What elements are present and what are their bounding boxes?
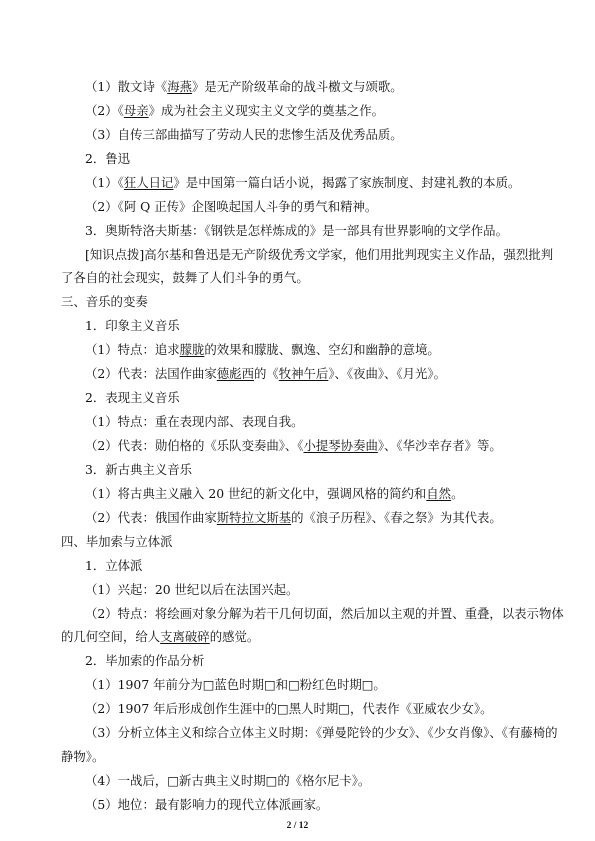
text-line: （1）将古典主义融入 20 世纪的新文化中，强调风格的简约和自然。 bbox=[85, 486, 464, 501]
text-line: （1）散文诗《海燕》是无产阶级革命的战斗檄文与颂歌。 bbox=[85, 79, 403, 94]
subheading: 2．表现主义音乐 bbox=[85, 390, 180, 405]
subheading: 2．鲁迅 bbox=[85, 151, 131, 166]
subheading: 3．奥斯特洛夫斯基：《钢铁是怎样炼成的》是一部具有世界影响的文学作品。 bbox=[85, 223, 508, 238]
text-line: （2）《母亲》成为社会主义现实主义文学的奠基之作。 bbox=[85, 103, 385, 118]
text-line: （2）代表：勋伯格的《乐队变奏曲》、《小提琴协奏曲》、《华沙幸存者》等。 bbox=[85, 438, 502, 453]
text-line: （4）一战后，□新古典主义时期□的《格尔尼卡》。 bbox=[85, 773, 371, 788]
text-line: （1）特点：追求朦胧的效果和朦胧、飘逸、空幻和幽静的意境。 bbox=[85, 342, 440, 357]
text-line: （1）《狂人日记》是中国第一篇白话小说，揭露了家族制度、封建礼教的本质。 bbox=[85, 175, 521, 190]
text-line: （1）兴起：20 世纪以后在法国兴起。 bbox=[85, 582, 299, 597]
text-line: （2）《阿 Q 正传》企图唤起国人斗争的勇气和精神。 bbox=[85, 199, 378, 214]
subheading: 3．新古典主义音乐 bbox=[85, 462, 193, 477]
text-line: （1）1907 年前分为□蓝色时期□和□粉红色时期□。 bbox=[85, 677, 386, 692]
page-number: 2 / 12 bbox=[286, 821, 309, 831]
section-heading: 三、音乐的变奏 bbox=[61, 294, 148, 309]
section-heading: 四、毕加索与立体派 bbox=[61, 534, 173, 549]
text-line: （1）特点：重在表现内部、表现自我。 bbox=[85, 414, 304, 429]
text-line: （3）分析立体主义和综合立体主义时期：《弹曼陀铃的少女》、《少女肖像》、《有藤椅的 bbox=[85, 725, 558, 740]
text-line: （2）代表：法国作曲家德彪西的《牧神午后》、《夜曲》、《月光》。 bbox=[85, 366, 446, 381]
text-line: （3）自传三部曲描写了劳动人民的悲惨生活及优秀品质。 bbox=[85, 127, 403, 142]
subheading: 1．印象主义音乐 bbox=[85, 318, 180, 333]
text-line: （2）特点：将绘画对象分解为若干几何切面，然后加以主观的并置、重叠，以表示物体 bbox=[85, 606, 564, 621]
subheading: 2．毕加索的作品分析 bbox=[85, 653, 205, 668]
knowledge-note: [知识点拨]高尔基和鲁迅是无产阶级优秀文学家，他们用批判现实主义作品，强烈批判 bbox=[85, 247, 554, 262]
text-line: （2）1907 年后形成创作生涯中的□黑人时期□，代表作《亚威农少女》。 bbox=[85, 701, 493, 716]
text-line: （2）代表：俄国作曲家斯特拉文斯基的《浪子历程》、《春之祭》为其代表。 bbox=[85, 510, 502, 525]
text-line-cont: 的几何空间，给人支离破碎的感觉。 bbox=[61, 629, 260, 644]
text-line-cont: 静物》。 bbox=[61, 749, 105, 764]
subheading: 1．立体派 bbox=[85, 558, 143, 573]
knowledge-note-cont: 了各自的社会现实，鼓舞了人们斗争的勇气。 bbox=[61, 270, 309, 285]
text-line: （5）地位：最有影响力的现代立体派画家。 bbox=[85, 797, 329, 812]
